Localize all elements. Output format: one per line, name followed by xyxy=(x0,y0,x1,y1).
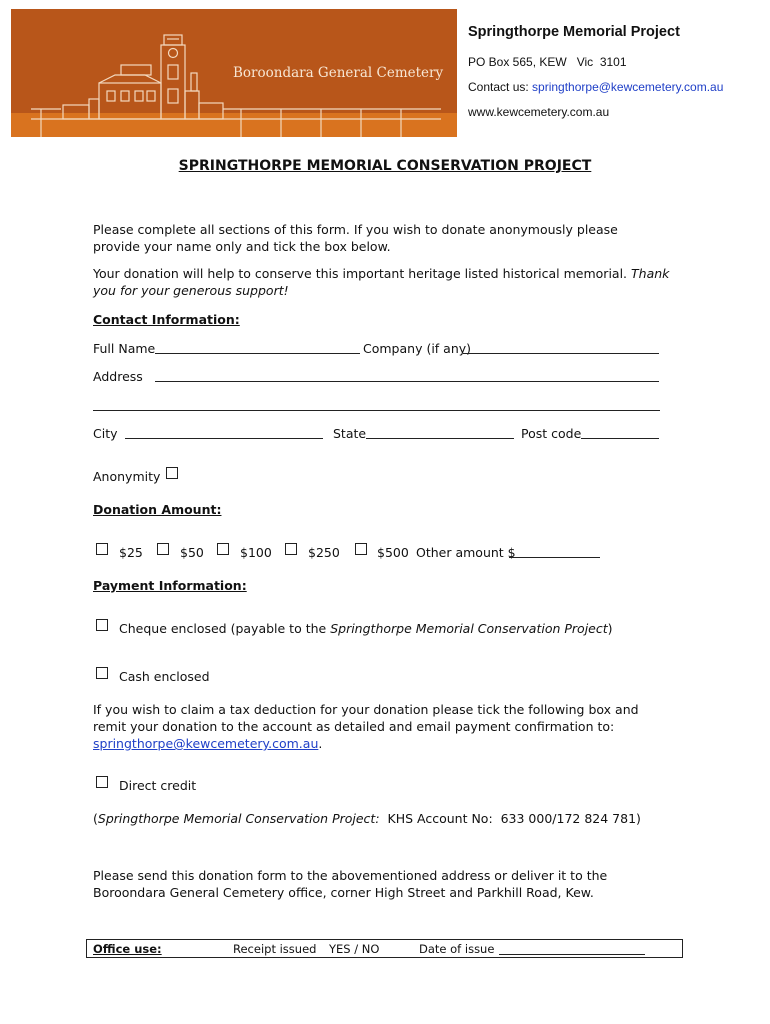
cemetery-logo-banner xyxy=(11,9,457,137)
address-field-2[interactable] xyxy=(93,410,660,411)
intro-paragraph: Please complete all sections of this form. If you wish to donate anonymously please provide your name only and tick the box below. xyxy=(93,222,618,254)
tax-period: . xyxy=(318,736,323,751)
donation-heading: Donation Amount: xyxy=(93,502,222,517)
cheque-close: ) xyxy=(607,621,613,636)
donation-25-label: $25 xyxy=(119,545,143,560)
support-paragraph xyxy=(93,265,678,299)
donation-100-label: $100 xyxy=(240,545,272,560)
account-name: Springthorpe Memorial Conservation Project: xyxy=(97,811,380,826)
address-label: Address xyxy=(93,369,143,384)
contact-heading: Contact Information: xyxy=(93,312,240,327)
other-amount-label: Other amount $ xyxy=(416,545,516,560)
org-website[interactable]: www.kewcemetery.com.au xyxy=(468,105,610,119)
cheque-text: Cheque enclosed (payable to the xyxy=(119,621,331,636)
donation-25-checkbox[interactable] xyxy=(96,543,108,555)
full-name-label: Full Name xyxy=(93,341,156,356)
postcode-label: Post code xyxy=(521,426,582,441)
date-of-issue-label: Date of issue xyxy=(419,942,495,956)
city-label: City xyxy=(93,426,118,441)
office-use-box xyxy=(86,939,683,958)
anonymity-checkbox[interactable] xyxy=(166,467,178,479)
cheque-payee: Springthorpe Memorial Conservation Project xyxy=(330,621,608,636)
date-of-issue-field[interactable] xyxy=(499,954,645,955)
tax-text: If you wish to claim a tax deduction for your donation please tick the following box and remit your donation to the account as detailed and email payment confirmation to: xyxy=(93,702,639,734)
city-field[interactable] xyxy=(125,438,323,439)
donation-100-checkbox[interactable] xyxy=(217,543,229,555)
full-name-field[interactable] xyxy=(155,353,360,354)
tax-paragraph xyxy=(93,701,673,752)
tax-email-link[interactable]: springthorpe@kewcemetery.com.au xyxy=(93,736,319,751)
thanks-text: Thank you for your generous support! xyxy=(93,266,670,298)
receipt-issued-label: Receipt issued xyxy=(233,942,317,956)
office-use-label: Office use: xyxy=(93,942,162,956)
org-contact xyxy=(468,80,723,94)
account-open: ( xyxy=(93,811,98,826)
donation-50-label: $50 xyxy=(180,545,204,560)
state-label: State xyxy=(333,426,367,441)
company-field[interactable] xyxy=(463,353,659,354)
form-title: SPRINGTHORPE MEMORIAL CONSERVATION PROJECT xyxy=(178,158,592,174)
state-field[interactable] xyxy=(366,438,514,439)
donation-500-checkbox[interactable] xyxy=(355,543,367,555)
address-field-1[interactable] xyxy=(155,381,659,382)
other-amount-field[interactable] xyxy=(509,557,600,558)
support-text: Your donation will help to conserve this important heritage listed historical memorial. xyxy=(93,266,632,281)
cheque-label xyxy=(119,620,613,637)
cash-label: Cash enclosed xyxy=(119,669,210,684)
contact-label: Contact us: xyxy=(468,80,533,94)
org-address: PO Box 565, KEW Vic 3101 xyxy=(468,55,627,69)
account-details xyxy=(93,810,641,827)
direct-credit-checkbox[interactable] xyxy=(96,776,108,788)
cash-checkbox[interactable] xyxy=(96,667,108,679)
send-instructions: Please send this donation form to the abovementioned address or deliver it to the Boroondara General Cemetery office, corner High Street and Parkhill Road, Kew. xyxy=(93,868,608,900)
company-label: Company (if any) xyxy=(363,341,472,356)
account-number: KHS Account No: 633 000/172 824 781) xyxy=(379,811,641,826)
yes-no-label: YES / NO xyxy=(329,942,380,956)
logo-text: Boroondara General Cemetery xyxy=(233,65,444,81)
donation-500-label: $500 xyxy=(377,545,409,560)
donation-250-label: $250 xyxy=(308,545,340,560)
cheque-checkbox[interactable] xyxy=(96,619,108,631)
anonymity-label: Anonymity xyxy=(93,469,161,484)
direct-credit-label: Direct credit xyxy=(119,778,197,793)
donation-250-checkbox[interactable] xyxy=(285,543,297,555)
postcode-field[interactable] xyxy=(581,438,659,439)
org-name: Springthorpe Memorial Project xyxy=(468,24,680,40)
donation-50-checkbox[interactable] xyxy=(157,543,169,555)
org-header xyxy=(468,24,723,119)
payment-heading: Payment Information: xyxy=(93,578,247,593)
contact-email-link[interactable]: springthorpe@kewcemetery.com.au xyxy=(532,80,724,94)
